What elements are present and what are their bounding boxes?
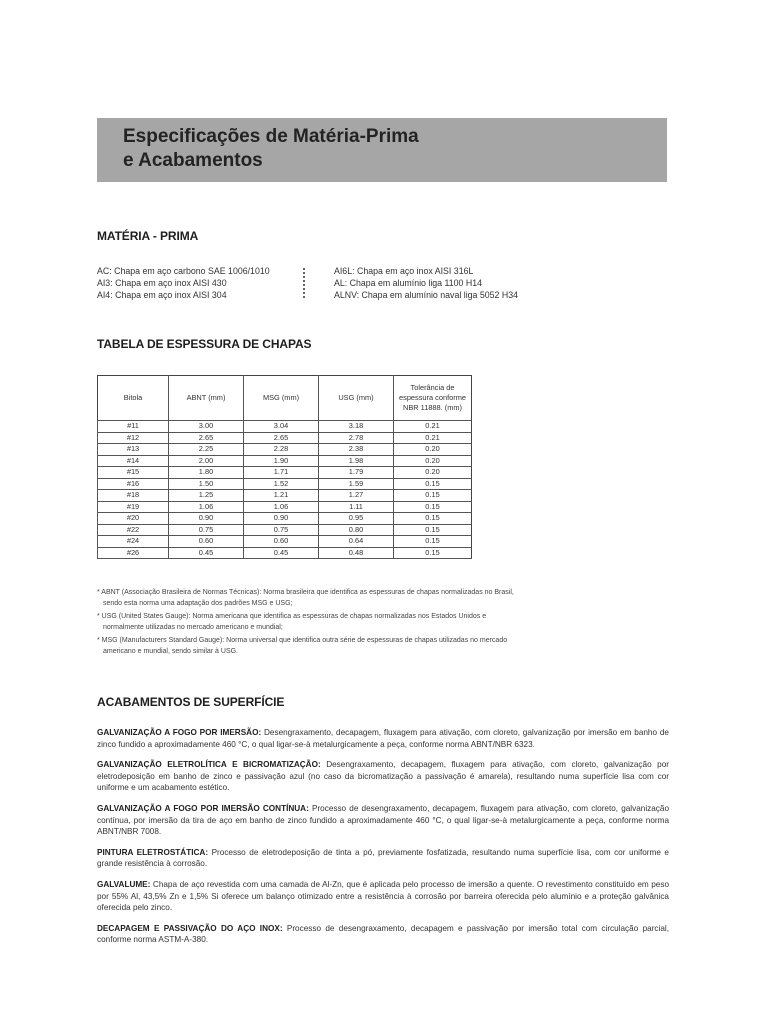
finish-description: Desengraxamento, decapagem, fluxagem para ativação, com cloreto, galvanização por eletrodeposição em banho de zinco e passivação azul (no caso da bicromatização a passivação é amarela), resultando numa superfície lisa com cor uniforme e um acabamento estético. [97, 760, 669, 793]
table-row [98, 467, 472, 479]
page-title-line1: Especificações de Matéria-Prima [123, 126, 419, 147]
table-cell: 0.60 [244, 536, 319, 548]
table-row [98, 524, 472, 536]
table-row [98, 536, 472, 548]
table-cell: 1.98 [319, 455, 394, 467]
table-cell: 2.25 [169, 444, 244, 456]
table-row [98, 547, 472, 559]
acabamentos-heading: ACABAMENTOS DE SUPERFÍCIE [97, 695, 285, 709]
table-cell: 0.90 [244, 513, 319, 525]
material-item: AL: Chapa em alumínio liga 1100 H14 [334, 278, 483, 288]
note-usg: * USG (United States Gauge): Norma americana que identifica as espessuras de chapas normalizadas nos Estados Unidos e normalmente utilizadas no mercado americano e mundial; [97, 613, 487, 631]
table-row [98, 478, 472, 490]
table-cell: 0.64 [319, 536, 394, 548]
table-cell: #15 [98, 467, 169, 479]
finish-item [97, 879, 669, 914]
finish-term: GALVANIZAÇÃO A FOGO POR IMERSÃO: [97, 728, 262, 737]
table-cell: #18 [98, 490, 169, 502]
column-header: Bitola [98, 376, 169, 421]
table-cell: 0.20 [394, 455, 472, 467]
table-row [98, 421, 472, 433]
column-header: MSG (mm) [244, 376, 319, 421]
table-cell: 1.59 [319, 478, 394, 490]
table-header-row [98, 376, 472, 421]
materia-prima-list-left [97, 265, 270, 301]
title-banner [97, 118, 667, 182]
finish-term: DECAPAGEM E PASSIVAÇÃO DO AÇO INOX: [97, 923, 283, 933]
finish-term: GALVANIZAÇÃO A FOGO POR IMERSÃO CONTÍNUA: [97, 803, 309, 813]
table-cell: 2.78 [319, 432, 394, 444]
table-cell: 1.11 [319, 501, 394, 513]
table-cell: 2.38 [319, 444, 394, 456]
table-cell: 0.15 [394, 536, 472, 548]
table-cell: 2.28 [244, 444, 319, 456]
column-divider [303, 268, 305, 298]
finish-term: GALVANIZAÇÃO ELETROLÍTICA E BICROMATIZAÇÃO: [97, 760, 321, 770]
tabela-heading: TABELA DE ESPESSURA DE CHAPAS [97, 337, 312, 351]
table-cell: 2.00 [169, 455, 244, 467]
page-title-line2: e Acabamentos [123, 150, 263, 171]
table-cell: 0.21 [394, 432, 472, 444]
table-cell: #14 [98, 455, 169, 467]
table-cell: 0.45 [244, 547, 319, 559]
table-cell: #20 [98, 513, 169, 525]
thickness-table [97, 375, 472, 559]
table-cell: 0.15 [394, 501, 472, 513]
finish-description: Chapa de aço revestida com uma camada de Al-Zn, que é aplicada pelo processo de imersão a quente. O revestimento constituído em peso por 55% Al, 43,5% Zn e 1,5% Si oferece um balanço otimizado entre a resistência à corrosão por barreira oferecida pelo alumínio e a proteção galvânica oferecida pelo zinco. [97, 879, 669, 913]
finish-item [97, 727, 669, 750]
finish-description: Processo de eletrodeposição de tinta a pó, previamente fosfatizada, resultando numa superfície lisa, com cor uniforme e grande resistência à corrosão. [97, 847, 669, 869]
table-cell: #19 [98, 501, 169, 513]
table-cell: 2.65 [244, 432, 319, 444]
table-cell: 1.79 [319, 467, 394, 479]
material-item: AC: Chapa em aço carbono SAE 1006/1010 [97, 266, 270, 276]
table-cell: #12 [98, 432, 169, 444]
table-cell: #22 [98, 524, 169, 536]
table-body [98, 421, 472, 559]
finish-item [97, 923, 669, 946]
table-cell: 0.75 [244, 524, 319, 536]
table-cell: 1.27 [319, 490, 394, 502]
table-cell: 0.15 [394, 547, 472, 559]
table-cell: 3.04 [244, 421, 319, 433]
material-item: AI6L: Chapa em aço inox AISI 316L [334, 266, 474, 276]
note-msg: * MSG (Manufacturers Standard Gauge): Norma universal que identifica outra série de espessuras de chapas utilizadas no mercado americano e mundial, sendo similar à USG. [97, 637, 508, 655]
table-cell: 1.06 [244, 501, 319, 513]
finish-item [97, 847, 669, 870]
finish-item [97, 759, 669, 794]
table-cell: 0.15 [394, 513, 472, 525]
column-header: ABNT (mm) [169, 376, 244, 421]
table-cell: 1.50 [169, 478, 244, 490]
table-cell: #11 [98, 421, 169, 433]
finish-term: PINTURA ELETROSTÁTICA: [97, 847, 209, 857]
table-cell: 1.80 [169, 467, 244, 479]
table-cell: #13 [98, 444, 169, 456]
finish-term: GALVALUME: [97, 879, 151, 889]
table-cell: 0.75 [169, 524, 244, 536]
materia-prima-heading: MATÉRIA - PRIMA [97, 229, 199, 243]
table-cell: 3.00 [169, 421, 244, 433]
table-cell: 0.45 [169, 547, 244, 559]
finish-description: Processo de desengraxamento, decapagem, fluxagem para ativação, com cloreto, galvanização contínua, por imersão da tira de aço em banho de zinco fundido a aproximadamente 460 °C, o qual ligar-se-à metalurgicamente a peça, conforme norma ABNT/NBR 7008. [97, 803, 669, 837]
material-item: AI4: Chapa em aço inox AISI 304 [97, 290, 227, 300]
table-cell: 0.21 [394, 421, 472, 433]
table-row [98, 444, 472, 456]
table-row [98, 513, 472, 525]
table-cell: 1.06 [169, 501, 244, 513]
table-cell: 0.60 [169, 536, 244, 548]
table-cell: #26 [98, 547, 169, 559]
materia-prima-list-right [334, 265, 518, 301]
material-item: ALNV: Chapa em alumínio naval liga 5052 H34 [334, 290, 519, 300]
table-cell: #16 [98, 478, 169, 490]
table-cell: 0.15 [394, 478, 472, 490]
table-cell: 0.15 [394, 490, 472, 502]
table-cell: 0.15 [394, 524, 472, 536]
table-cell: 0.20 [394, 444, 472, 456]
table-cell: 0.95 [319, 513, 394, 525]
table-cell: 1.25 [169, 490, 244, 502]
finishes-list [97, 727, 669, 955]
material-item: AI3: Chapa em aço inox AISI 430 [97, 278, 227, 288]
table-cell: 1.71 [244, 467, 319, 479]
table-cell: 1.21 [244, 490, 319, 502]
finish-description: Desengraxamento, decapagem, fluxagem para ativação, com cloreto, galvanização por imersão em banho de zinco fundido a aproximadamente 460 °C, o qual ligar-se-à metalurgicamente a peça, conforme norma ABNT/NBR 6323. [97, 728, 669, 749]
table-cell: 0.20 [394, 467, 472, 479]
table-cell: 1.90 [244, 455, 319, 467]
table-row [98, 432, 472, 444]
table-row [98, 501, 472, 513]
table-cell: 1.52 [244, 478, 319, 490]
finish-item [97, 803, 669, 838]
note-abnt: * ABNT (Associação Brasileira de Normas Técnicas): Norma brasileira que identifica as espessuras de chapas normalizadas no Brasil, sendo esta norma uma adaptação dos padrões MSG e USG; [97, 589, 514, 607]
table-notes [97, 588, 517, 660]
table-row [98, 490, 472, 502]
column-header: USG (mm) [319, 376, 394, 421]
table-cell: 2.65 [169, 432, 244, 444]
table-cell: 0.48 [319, 547, 394, 559]
finish-description: Processo de desengraxamento, decapagem e passivação por imersão total com circulação parcial, conforme norma ASTM-A-380. [97, 923, 669, 945]
table-cell: 0.80 [319, 524, 394, 536]
column-header: Tolerância de espessura conforme NBR 11888. (mm) [399, 383, 466, 412]
table-cell: 3.18 [319, 421, 394, 433]
table-row [98, 455, 472, 467]
table-cell: 0.90 [169, 513, 244, 525]
table-cell: #24 [98, 536, 169, 548]
